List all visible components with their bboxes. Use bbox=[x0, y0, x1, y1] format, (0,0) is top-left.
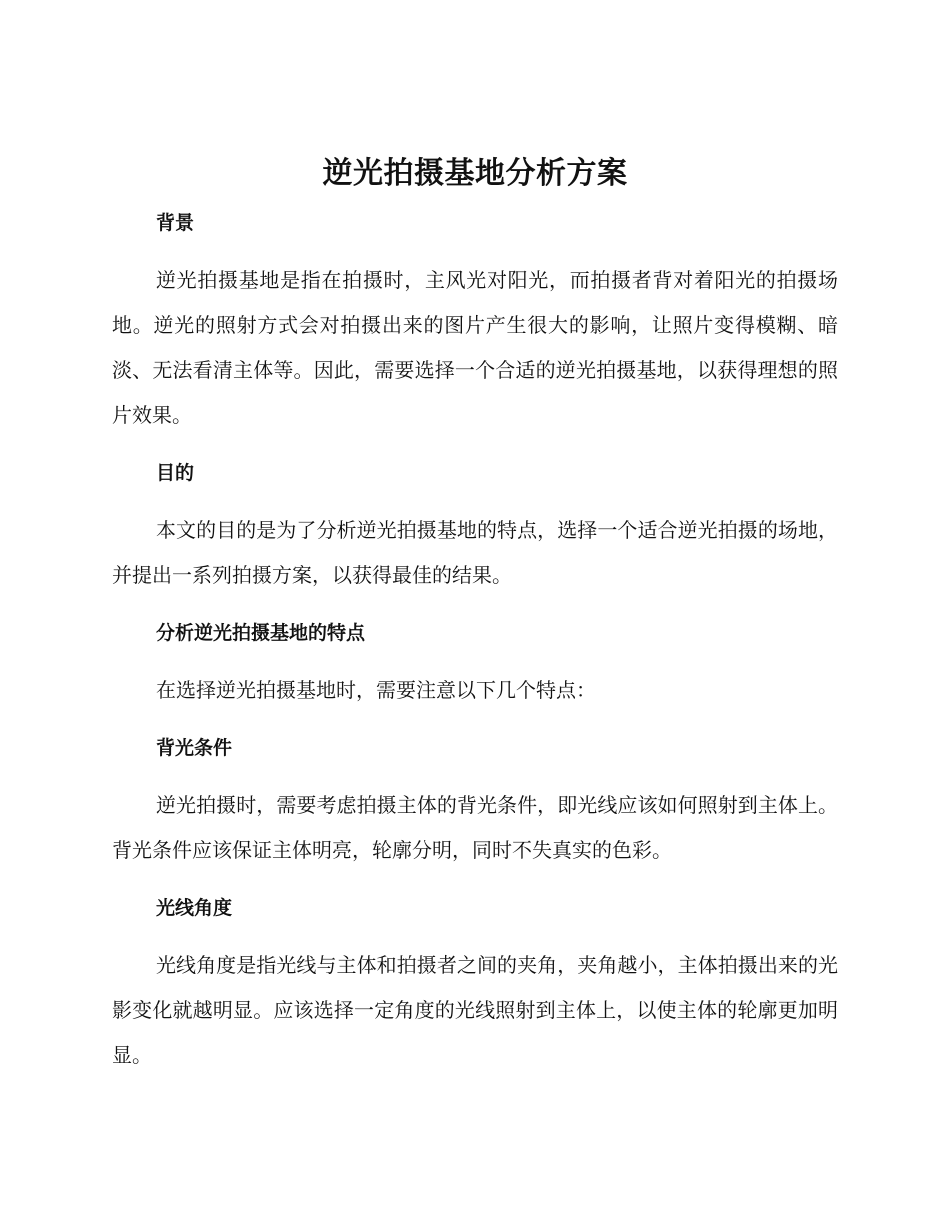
section-light-angle bbox=[112, 885, 838, 1078]
section-backlight-condition bbox=[112, 725, 838, 873]
paragraph: 光线角度是指光线与主体和拍摄者之间的夹角，夹角越小，主体拍摄出来的光影变化就越明显。应该选择一定角度的光线照射到主体上，以使主体的轮廓更加明显。 bbox=[112, 953, 838, 1067]
section-heading: 分析逆光拍摄基地的特点 bbox=[156, 622, 366, 644]
section-heading: 背光条件 bbox=[156, 737, 233, 759]
section-background bbox=[112, 200, 838, 438]
section-heading: 背景 bbox=[156, 212, 195, 234]
section-heading: 目的 bbox=[156, 462, 195, 484]
paragraph: 逆光拍摄时，需要考虑拍摄主体的背光条件，即光线应该如何照射到主体上。背光条件应该保证主体明亮，轮廓分明，同时不失真实的色彩。 bbox=[112, 793, 838, 862]
paragraph: 本文的目的是为了分析逆光拍摄基地的特点，选择一个适合逆光拍摄的场地，并提出一系列拍摄方案，以获得最佳的结果。 bbox=[112, 518, 838, 587]
section-analysis bbox=[112, 610, 838, 713]
paragraph: 在选择逆光拍摄基地时，需要注意以下几个特点： bbox=[156, 678, 596, 702]
document-title: 逆光拍摄基地分析方案 bbox=[322, 156, 628, 191]
section-purpose bbox=[112, 450, 838, 598]
paragraph: 逆光拍摄基地是指在拍摄时，主风光对阳光，而拍摄者背对着阳光的拍摄场地。逆光的照射方式会对拍摄出来的图片产生很大的影响，让照片变得模糊、暗淡、无法看清主体等。因此，需要选择一个合适的逆光拍摄基地，以获得理想的照片效果。 bbox=[112, 268, 838, 427]
section-heading: 光线角度 bbox=[156, 897, 233, 919]
